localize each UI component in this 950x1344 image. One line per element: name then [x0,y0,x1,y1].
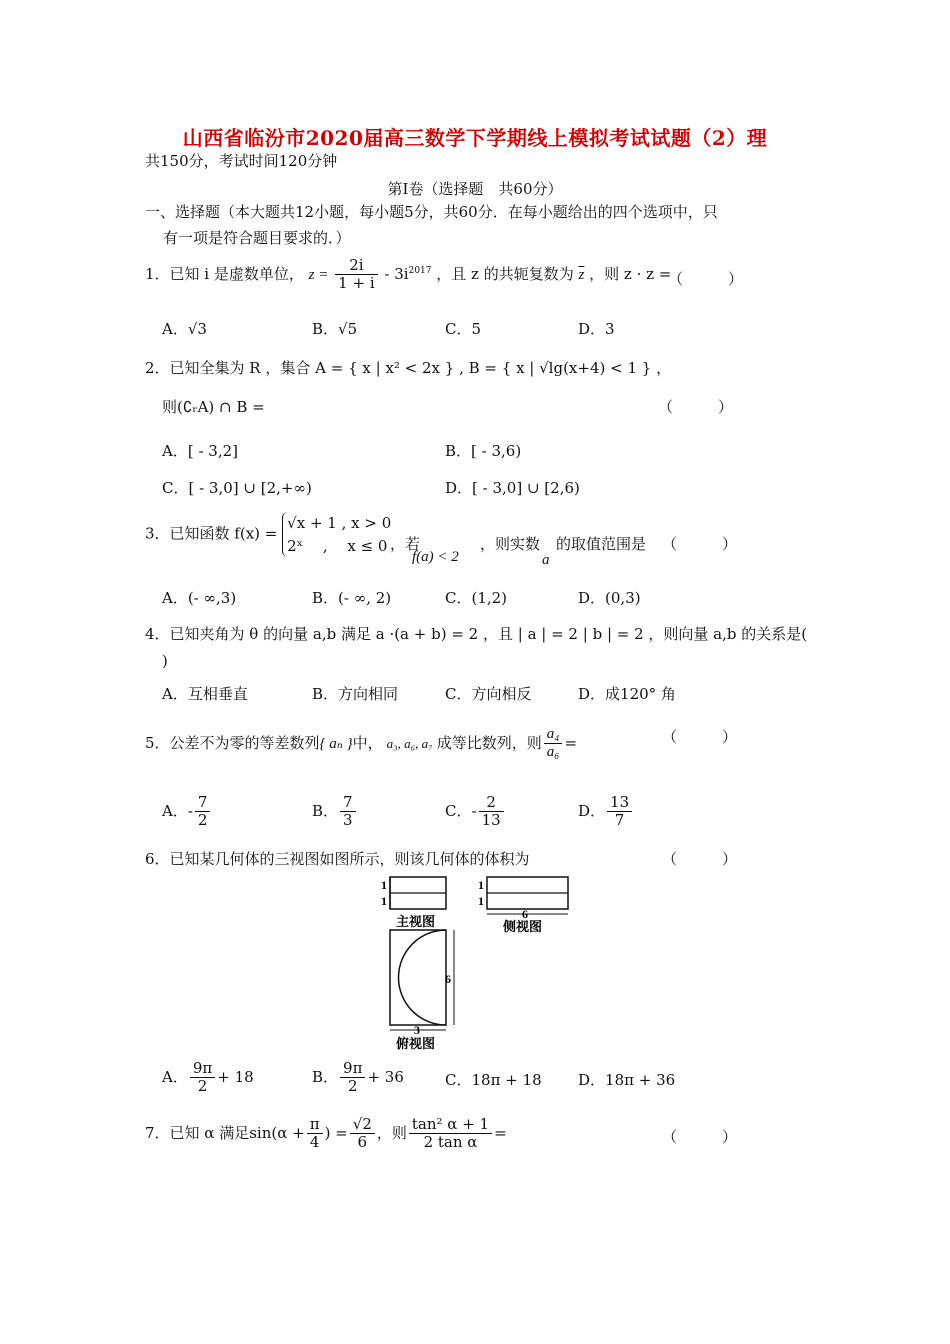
q4-option-a: A．互相垂直 [162,685,248,703]
q1-text: 1．已知 i 是虚数单位， [145,264,304,283]
q6-b-frac [340,1060,365,1096]
q5-pre: 5．公差不为零的等差数列 [145,733,320,752]
q5-option-d [578,794,634,830]
q4-option-c: C．方向相反 [445,685,532,703]
q5-terms: a₃, a₆, a₇ [386,735,433,751]
q1-fraction [335,257,377,293]
q3-answer-blank: （ ） [662,535,738,553]
top-view-label: 俯视图 [396,1036,436,1051]
q7-rhs-num: √2 [350,1116,375,1134]
q5-b-frac [340,794,356,830]
q3-case2: 2ˣ , x ≤ 0 [287,536,388,555]
question-4: 4．已知夹角为 θ 的向量 a,b 满足 a ·(a + b) = 2 ，且 | a | = 2 | b | = 2 ，则向量 a,b 的关系是( [145,625,808,643]
q5-post: 成等比数列，则 [436,733,542,752]
side-dim-1b: 1 [478,894,484,908]
side-view-label: 侧视图 [503,919,543,934]
q5-c-frac [479,794,504,830]
q2-answer-blank: （ ） [658,398,734,416]
instructions-line2: 有一项是符合题目要求的．） [163,229,351,247]
q2-line2: 则(∁ᵣA) ∩ B = [162,398,265,416]
front-view-label: 主视图 [396,914,436,929]
q5-b-den: 3 [343,811,353,830]
q7-pi-den: 4 [309,1133,320,1152]
q1-option-c: C．5 [445,320,482,338]
q3-cond: f(a) < 2 [412,549,459,565]
q5-c-den: 13 [481,811,501,830]
side-dim-1: 1 [478,878,484,892]
q3-pre: 3．已知函数 f(x) = [145,524,278,543]
q5-option-c [445,794,506,830]
q6-c-label: C． [445,1071,472,1089]
q7-pi-frac [307,1116,323,1152]
q5-eq: = [564,733,578,752]
q4-option-d: D．成120° 角 [578,685,676,703]
q6-option-a [162,1060,254,1096]
top-view-semicircle [399,930,447,1025]
q6-a-den: 2 [197,1077,208,1096]
q6-option-b [312,1060,404,1096]
top-dim-3: 3 [414,1023,420,1037]
q5-num: a₄ [544,726,563,744]
q6-c-text: 18π + 18 [471,1071,542,1089]
q5-b-label: B． [312,801,339,820]
q6-a-num: 9π [190,1060,215,1078]
q2-option-b: B．[ - 3,6) [445,442,522,460]
q5-den: a₆ [546,744,560,761]
question-1 [145,257,671,293]
q5-fraction [544,726,563,762]
q7-rhs-den: 6 [357,1133,368,1152]
q6-option-c [445,1069,542,1090]
q1-num: 2i [335,257,377,275]
q1-mid: ，且 z 的共轭复数为 [436,264,574,283]
q1-option-a: A．√3 [162,320,207,338]
q5-answer-blank: （ ） [662,728,738,746]
q6-option-d [578,1069,675,1090]
q5-a-label: A． [162,801,188,820]
front-dim-1b: 1 [381,894,387,908]
q6-d-label: D． [578,1071,606,1089]
question-6: 6．已知某几何体的三视图如图所示，则该几何体的体积为 [145,850,530,868]
q3-piecewise [282,512,391,557]
q3-mid: ，若 [390,535,421,553]
q7-mid: ，则 [376,1123,407,1142]
q2-option-d: D．[ - 3,0] ∪ [2,6) [445,479,580,497]
q5-d-num: 13 [607,794,632,812]
question-2: 2．已知全集为 R ，集合 A = { x | x² < 2x } , B = { x | √lg(x+4) < 1 } ， [145,359,672,377]
top-dim-6: 6 [445,972,451,986]
q7-answer-blank: （ ） [662,1128,738,1146]
q3-post: 的取值范围是 [556,535,647,553]
q5-c-sign: - [471,801,477,820]
q5-d-den: 7 [614,811,625,830]
q1-option-d: D．3 [578,320,615,338]
q5-a-sign: - [187,801,193,820]
q1-exp: 2017 [408,265,432,276]
q5-b-num: 7 [340,794,356,812]
q1-tail: - 3i [384,264,409,283]
q7-rhs-frac [350,1116,375,1152]
q1-z-eq: z = [308,266,329,283]
question-5 [145,726,577,762]
q3-var: a [542,552,550,568]
q2-option-c: C．[ - 3,0] ∪ [2,+∞) [162,479,312,497]
q7-eq: = [494,1123,507,1142]
q3-case1: √x + 1 , x > 0 [287,514,392,532]
q6-a-frac [190,1060,215,1096]
q6-answer-blank: （ ） [662,850,738,868]
q5-a-num: 7 [195,794,211,812]
q3-mid2: ，则实数 [480,535,541,553]
q3-option-d: D．(0,3) [578,589,641,607]
page-title: 山西省临汾市2020届高三数学下学期线上模拟考试试题（2）理 [182,126,768,150]
three-view-figure [370,870,590,1055]
q7-pre: 7．已知 α 满足 [145,1123,250,1142]
q5-d-label: D． [578,801,606,820]
q5-c-num: 2 [479,794,504,812]
front-dim-1: 1 [381,878,387,892]
q4-line2: ) [162,652,168,670]
q5-a-den: 2 [197,811,208,830]
q5-c-label: C． [445,801,472,820]
q7-tan-frac [409,1116,492,1152]
q6-b-tail: + 36 [367,1067,404,1086]
q1-option-b: B．√5 [312,320,358,338]
q3-option-b: B．(- ∞, 2) [312,589,392,607]
q7-tan-den: 2 tan α [423,1133,478,1152]
exam-info: 共150分，考试时间120分钟 [145,152,338,170]
q5-a-frac [195,794,211,830]
q6-b-num: 9π [340,1060,365,1078]
side-dim-6: 6 [522,907,528,921]
q2-option-a: A．[ - 3,2] [162,442,238,460]
q5-mid: 中， [352,733,383,752]
q1-den: 1 + i [338,274,375,293]
q5-seq: { aₙ } [319,735,353,752]
q3-option-a: A．(- ∞,3) [162,589,237,607]
q5-option-b [312,794,358,830]
q3-option-c: C．(1,2) [445,589,508,607]
instructions-line1: 一、选择题（本大题共12小题，每小题5分，共60分．在每小题给出的四个选项中，只 [145,203,718,221]
question-3 [145,512,391,557]
q1-zbar: $\overline{z}$ [578,266,585,283]
q7-pi-num: π [307,1116,323,1134]
q4-option-b: B．方向相同 [312,685,399,703]
q6-a-label: A． [162,1067,188,1086]
q6-b-den: 2 [347,1077,358,1096]
q7-tan-num: tan² α + 1 [409,1116,492,1134]
q6-d-text: 18π + 36 [605,1071,676,1089]
section-header: 第Ⅰ卷（选择题 共60分） [387,180,563,198]
q7-sin: sin(α + [249,1123,305,1142]
question-7 [145,1116,507,1152]
q5-d-frac [607,794,632,830]
q1-post: ，则 z · z = [589,264,672,283]
q6-a-tail: + 18 [217,1067,254,1086]
q7-close: ) = [324,1123,348,1142]
q6-b-label: B． [312,1067,339,1086]
q1-answer-blank: （ ） [668,270,744,288]
q5-option-a [162,794,212,830]
